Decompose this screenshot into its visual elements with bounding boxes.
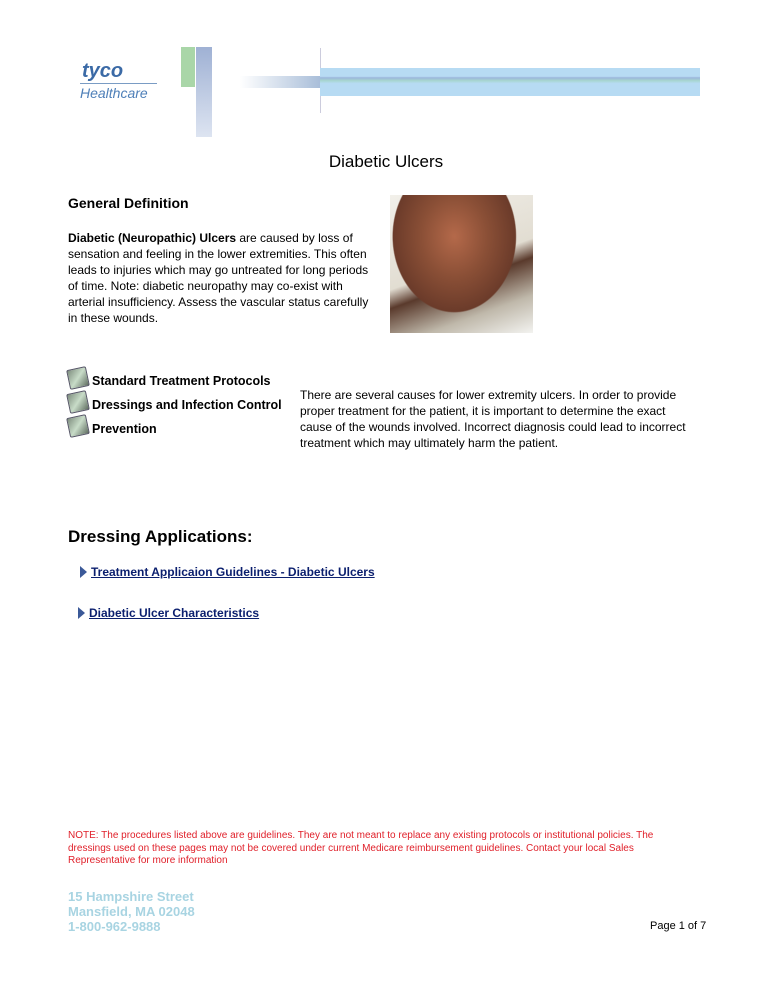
link-label: Treatment Applicaion Guidelines - Diabetic Ulcers [91,565,375,579]
ulcer-photo [390,195,533,333]
notepad-icon [66,366,90,390]
topic-prevention[interactable] [68,412,282,436]
header-decor-blue [196,47,212,137]
triangle-right-icon [78,607,85,619]
address-phone: 1-800-962-9888 [68,919,161,934]
definition-term: Diabetic (Neuropathic) Ulcers [68,231,237,245]
header-decor-green [181,47,195,87]
page-number: Page 1 of 7 [650,920,707,932]
address-block [68,889,195,934]
page-title [0,152,768,172]
topic-dressings[interactable] [68,388,282,412]
header-decor-fade [240,76,320,88]
triangle-right-icon [80,566,87,578]
topic-label: Standard Treatment Protocols [92,374,271,388]
disclaimer-note: NOTE: The procedures listed above are guidelines. They are not meant to replace any existing protocols or institutional policies. The dressings used on these pages may not be covered under current Medicare reimbursement guidelines. Contact your local Sales Representative for more information [68,830,654,866]
treatment-guidelines-link[interactable] [80,565,375,579]
notepad-icon [66,390,90,414]
dressing-applications-heading: Dressing Applications: [68,527,253,546]
header-decor-bar [320,68,700,96]
general-definition-text [68,230,378,326]
causes-paragraph: There are several causes for lower extremity ulcers. In order to provide proper treatment for the patient, it is important to determine the exact cause of the wounds involved. Incorrect diagnosis could lead to incorrect treatment which may ultimately harm the patient. [300,388,686,450]
logo-brand: tyco [82,60,124,82]
address-city: Mansfield, MA 02048 [68,904,195,919]
link-label: Diabetic Ulcer Characteristics [89,606,260,620]
general-definition-heading: General Definition [68,195,189,211]
notepad-icon [66,414,90,438]
topic-label: Dressings and Infection Control [92,398,282,412]
logo-subtitle: Healthcare [80,85,148,101]
logo-divider [80,83,157,84]
ulcer-characteristics-link[interactable] [78,606,259,620]
topic-label: Prevention [92,422,157,436]
address-street: 15 Hampshire Street [68,889,194,904]
definition-body: are caused by loss of sensation and feeling in the lower extremities. This often leads to injuries which may go untreated for long periods of time. Note: diabetic neuropathy may co-exist with arterial insufficiency. Assess the vascular status carefully in these wounds. [68,231,369,325]
topic-list [68,364,282,436]
page-title-text: Diabetic Ulcers [328,152,444,171]
topic-standard-treatment[interactable] [68,364,282,388]
